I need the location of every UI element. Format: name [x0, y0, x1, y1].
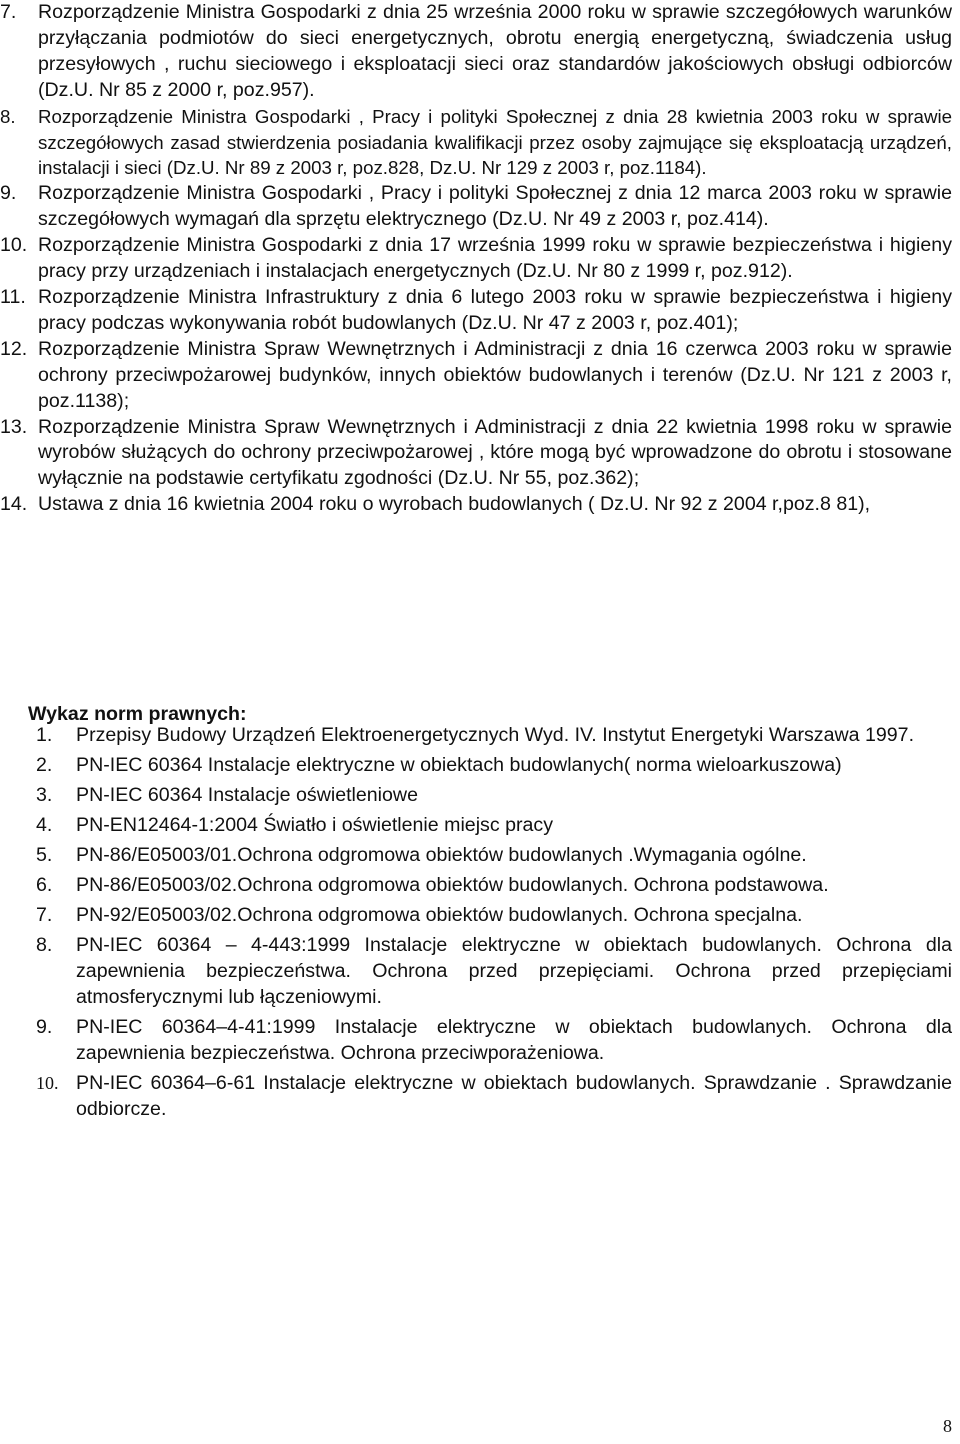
norm-text: PN-IEC 60364–6-61 Instalacje elektryczne w obiektach budowlanych. Sprawdzanie . Sprawdzanie odbiorcze. — [76, 1072, 952, 1120]
norm-item-6 — [36, 872, 952, 898]
regulation-number: 9. — [0, 182, 17, 205]
regulation-item-11 — [0, 285, 952, 337]
regulations-list — [0, 0, 952, 518]
norm-item-8 — [36, 932, 952, 1010]
norm-text: PN-IEC 60364 – 4-443:1999 Instalacje elektryczne w obiektach budowlanych. Ochrona dla zapewnienia bezpieczeństwa. Ochrona przed przepięciami. Ochrona przed przepięciami atmosferycznymi lub łączeniowymi. — [76, 934, 952, 1008]
norm-text: Przepisy Budowy Urządzeń Elektroenergetycznych Wyd. IV. Instytut Energetyki Warszawa 1997. — [76, 724, 915, 746]
norm-number: 1. — [36, 724, 53, 746]
norm-text: PN-86/E05003/01.Ochrona odgromowa obiektów budowlanych .Wymagania ogólne. — [76, 844, 807, 866]
norm-item-1 — [36, 722, 952, 748]
regulation-text: Rozporządzenie Ministra Gospodarki , Pracy i polityki Społecznej z dnia 28 kwietnia 2003 roku w sprawie szczegółowych zasad stwierdzenia posiadania kwalifikacji przez osoby zajmujące się eksploatacją urządzeń, instalacji i sieci (Dz.U. Nr 89 z 2003 r, poz.828, Dz.U. Nr 129 z 2003 r, poz.1184). — [38, 105, 952, 179]
norms-heading: Wykaz norm prawnych: — [28, 703, 247, 725]
norm-item-9 — [36, 1014, 952, 1066]
regulation-text: Ustawa z dnia 16 kwietnia 2004 roku o wyrobach budowlanych ( Dz.U. Nr 92 z 2004 r,poz.8 81), — [38, 493, 871, 516]
norm-text: PN-IEC 60364–4-41:1999 Instalacje elektryczne w obiektach budowlanych. Ochrona dla zapewnienia bezpieczeństwa. Ochrona przeciwporażeniowa. — [76, 1016, 952, 1064]
norm-number: 2. — [36, 754, 53, 776]
norm-text: PN-86/E05003/02.Ochrona odgromowa obiektów budowlanych. Ochrona podstawowa. — [76, 874, 829, 896]
regulation-item-9 — [0, 181, 952, 233]
norm-item-5 — [36, 842, 952, 868]
regulation-text: Rozporządzenie Ministra Gospodarki , Pracy i polityki Społecznej z dnia 12 marca 2003 roku w sprawie szczegółowych wymagań dla sprzętu elektrycznego (Dz.U. Nr 49 z 2003 r, poz.414). — [38, 182, 952, 231]
regulation-item-7 — [0, 0, 952, 104]
norm-number: 6. — [36, 874, 53, 896]
norm-item-7 — [36, 902, 952, 928]
norms-list — [36, 722, 952, 1126]
norm-number: 5. — [36, 844, 53, 866]
regulation-item-14 — [0, 492, 952, 518]
regulation-text: Rozporządzenie Ministra Gospodarki z dnia 25 września 2000 roku w sprawie szczegółowych warunków przyłączania podmiotów do sieci energetycznych, obrotu energią energetyczną, świadczenia usług przesyłowych , ruchu sieciowego i eksploatacji sieci oraz standardów jakościowych obsługi odbiorców (Dz.U. Nr 85 z 2000 r, poz.957). — [38, 1, 952, 101]
regulation-text: Rozporządzenie Ministra Spraw Wewnętrznych i Administracji z dnia 22 kwietnia 1998 roku w sprawie wyrobów służących do ochrony przeciwpożarowej , które mogą być wprowadzone do obrotu i stosowane wyłącznie na podstawie certyfikatu zgodności (Dz.U. Nr 55, poz.362); — [38, 415, 952, 490]
norm-number: 10. — [36, 1073, 59, 1093]
norm-number: 7. — [36, 904, 53, 926]
norm-item-2 — [36, 752, 952, 778]
regulation-number: 11. — [0, 285, 26, 308]
norm-number: 8. — [36, 934, 53, 956]
norm-number: 4. — [36, 814, 53, 836]
norm-text: PN-IEC 60364 Instalacje elektryczne w obiektach budowlanych( norma wieloarkuszowa) — [76, 754, 842, 776]
regulation-item-12 — [0, 337, 952, 415]
regulation-number: 12. — [0, 337, 28, 360]
norm-number: 9. — [36, 1016, 53, 1038]
regulation-item-10 — [0, 233, 952, 285]
regulation-item-13 — [0, 415, 952, 493]
regulation-number: 8. — [0, 105, 16, 127]
norm-item-3 — [36, 782, 952, 808]
norm-text: PN-IEC 60364 Instalacje oświetleniowe — [76, 784, 418, 806]
regulation-text: Rozporządzenie Ministra Spraw Wewnętrznych i Administracji z dnia 16 czerwca 2003 roku w sprawie ochrony przeciwpożarowej budynków, innych obiektów budowlanych i terenów (Dz.U. Nr 121 z 2003 r, poz.1138); — [38, 337, 952, 412]
norm-text: PN-92/E05003/02.Ochrona odgromowa obiektów budowlanych. Ochrona specjalna. — [76, 904, 803, 926]
norm-text: PN-EN12464-1:2004 Światło i oświetlenie miejsc pracy — [76, 814, 554, 836]
regulation-item-8 — [0, 104, 952, 182]
norm-item-4 — [36, 812, 952, 838]
regulation-text: Rozporządzenie Ministra Gospodarki z dnia 17 września 1999 roku w sprawie bezpieczeństwa i higieny pracy przy urządzeniach i instalacjach energetycznych (Dz.U. Nr 80 z 1999 r, poz.912). — [38, 234, 952, 283]
norm-item-10 — [36, 1070, 952, 1122]
regulation-number: 7. — [0, 1, 17, 23]
page-number: 8 — [943, 1416, 952, 1436]
regulation-number: 14. — [0, 493, 28, 516]
regulation-number: 13. — [0, 415, 28, 438]
regulation-text: Rozporządzenie Ministra Infrastruktury z dnia 6 lutego 2003 roku w sprawie bezpieczeństwa i higieny pracy podczas wykonywania robót budowlanych (Dz.U. Nr 47 z 2003 r, poz.401); — [38, 285, 952, 334]
regulation-number: 10. — [0, 234, 28, 257]
norm-number: 3. — [36, 784, 53, 806]
